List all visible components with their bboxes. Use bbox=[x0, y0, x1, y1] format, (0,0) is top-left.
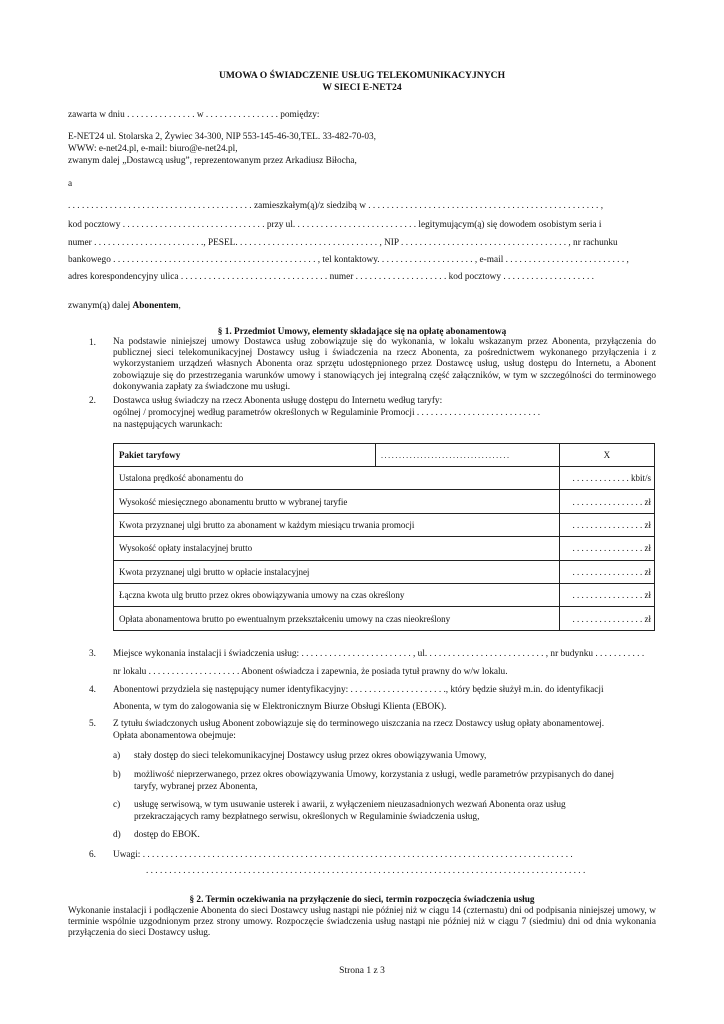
tariff-row-value: . . . . . . . . . . . . . . . . zł bbox=[559, 513, 654, 536]
item3-line2: nr lokalu . . . . . . . . . . . . . . . . . . . . Abonent oświadcza i zapewnia, że posiada tytuł prawny do w/w lokalu. bbox=[113, 667, 508, 677]
sub-b-letter: b) bbox=[113, 770, 121, 780]
sub-a-letter: a) bbox=[113, 751, 121, 761]
tariff-header-row bbox=[114, 444, 655, 467]
tariff-row-label: Wysokość miesięcznego abonamentu brutto w wybranej taryfie bbox=[114, 490, 560, 513]
subscriber-address-field: kod pocztowy . . . . . . . . . . . . . . . . . . . . . . . . . . . . . . . przy ul. . . . . . . . . . . . . . . . . . . . . . . . . . . legitymującym(ą) się dowodem osobistym seria i bbox=[68, 220, 602, 230]
named-prefix: zwanym(ą) dalej bbox=[68, 301, 133, 311]
contract-title-line2: W SIECI E-NET24 bbox=[322, 82, 402, 93]
section2-text: Wykonanie instalacji i podłączenie Abonenta do sieci Dostawcy usług nastąpi nie później niż w ciągu 14 (czternastu) dni od podpisania niniejszej umowy, w terminie wspólnie uzgodnionym przez strony umowy. Rozpoczęcie świadczenia usług nastąpi nie później niż w ciągu 7 (siedmiu) dni od dnia wykonania przyłączenia do sieci Dostawcy usług. bbox=[68, 906, 656, 939]
contract-title-line1: UMOWA O ŚWIADCZENIE USŁUG TELEKOMUNIKACYJNYCH bbox=[218, 70, 506, 81]
item1-text: Na podstawie niniejszej umowy Dostawca usług zobowiązuje się do wykonania, w lokalu wskazanym przez Abonenta, przyłączenia do publicznej sieci telekomunikacyjnej Dostawcy usług i świadczenia na rzecz Abonenta, za pośrednictwem wykonanego przyłączenia i z wykorzystaniem urządzeń własnych Abonenta oraz sprzętu udostępnionego przez Dostawcę usług, usług dostępu do Internetu, a Abonent zobowiązuje się do przestrzegania warunków umowy i stanowiących jej integralną część załączników, w tym w szczególności do terminowego dokonywania zapłaty za świadczone mu usługi. bbox=[113, 337, 656, 392]
item4-line2: Abonenta, w tym do zalogowania się w Elektronicznym Biurze Obsługi Klienta (EBOK). bbox=[113, 702, 447, 712]
item4-number: 4. bbox=[89, 685, 96, 695]
sub-b-line2: taryfy, wybranej przez Abonenta, bbox=[134, 782, 258, 792]
section2-heading: § 2. Termin oczekiwania na przyłączenie do sieci, termin rozpoczęcia świadczenia usług bbox=[189, 895, 535, 905]
item2-line3: na następujących warunkach: bbox=[113, 420, 223, 430]
remarks-line1: Uwagi: . . . . . . . . . . . . . . . . . . . . . . . . . . . . . . . . . . . . . . . . . . . . . . . . . . . . . . . . . . . . . . . . . . . . . . . . . . . . . . . . . . . . . . . . . . . . . bbox=[113, 850, 573, 860]
item5-line2: Opłata abonamentowa obejmuje: bbox=[113, 731, 236, 741]
item4-line1: Abonentowi przydziela się następujący numer identyfikacyjny: . . . . . . . . . . . . . . . . . . . . ., który będzie służył m.in. do identyfikacji bbox=[113, 685, 604, 695]
item2-line2: ogólnej / promocyjnej według parametrów określonych w Regulaminie Promocji . . . . . . . . . . . . . . . . . . . . . . . . . . . bbox=[113, 408, 541, 418]
tariff-row-label: Wysokość opłaty instalacyjnej brutto bbox=[114, 537, 560, 560]
provider-line3: zwanym dalej „Dostawcą usług”, reprezentowanym przez Arkadiusz Biłocha, bbox=[68, 156, 357, 166]
table-row bbox=[114, 513, 655, 536]
item3-number: 3. bbox=[89, 649, 96, 659]
provider-line1: E-NET24 ul. Stolarska 2, Żywiec 34-300, NIP 553-145-46-30,TEL. 33-482-70-03, bbox=[68, 132, 376, 142]
table-row bbox=[114, 467, 655, 490]
sub-c-line1: usługę serwisową, w tym usuwanie usterek i awarii, z wyłączeniem nieuzasadnionych wezwań Abonenta oraz usług bbox=[134, 800, 566, 810]
sub-b-line1: możliwość nieprzerwanego, przez okres obowiązywania Umowy, korzystania z usługi, wedle parametrów przypisanych do danej bbox=[134, 770, 615, 780]
table-row bbox=[114, 490, 655, 513]
tariff-row-value: . . . . . . . . . . . . . . . . zł bbox=[559, 490, 654, 513]
item1-number: 1. bbox=[89, 338, 96, 348]
item5-number: 5. bbox=[89, 719, 96, 729]
table-row bbox=[114, 583, 655, 606]
sub-c-letter: c) bbox=[113, 800, 121, 810]
table-row bbox=[114, 537, 655, 560]
sub-d-text: dostęp do EBOK. bbox=[134, 830, 200, 840]
subscriber-bank-field: bankowego . . . . . . . . . . . . . . . . . . . . . . . . . . . . . . . . . . . . . . . . . . . . , tel kontaktowy. . . . . . . . . . . . . . . . . . . . . , e-mail . . . . . . . . . . . . . . . . . . . . . . . . . . , bbox=[68, 255, 629, 265]
sub-a-text: stały dostęp do sieci telekomunikacyjnej Dostawcy usług przez okres obowiązywania Umowy, bbox=[134, 751, 487, 761]
item3-line1: Miejsce wykonania instalacji i świadczenia usług: . . . . . . . . . . . . . . . . . . . . . . . . , ul. . . . . . . . . . . . . . . . . . . . . . . . . . , nr budynku . . . . . . . . . . . bbox=[113, 649, 645, 659]
tariff-row-value: . . . . . . . . . . . . . kbit/s bbox=[559, 467, 654, 490]
tariff-row-value: . . . . . . . . . . . . . . . . zł bbox=[559, 560, 654, 583]
remarks-line2: . . . . . . . . . . . . . . . . . . . . . . . . . . . . . . . . . . . . . . . . . . . . . . . . . . . . . . . . . . . . . . . . . . . . . . . . . . . . . . . . . . . . . . . . . . . . . . . bbox=[146, 866, 586, 876]
section1-heading: § 1. Przedmiot Umowy, elementy składające się na opłatę abonamentową bbox=[217, 327, 507, 337]
tariff-table bbox=[113, 443, 655, 631]
item2-line1: Dostawca usług świadczy na rzecz Abonenta usługę dostępu do Internetu według taryfy: bbox=[113, 396, 443, 406]
provider-line2: WWW: e-net24.pl, e-mail: biuro@e-net24.pl, bbox=[68, 144, 238, 154]
tariff-row-label: Ustalona prędkość abonamentu do bbox=[114, 467, 560, 490]
concluded-line: zawarta w dniu . . . . . . . . . . . . . . . w . . . . . . . . . . . . . . . . pomiędzy: bbox=[68, 110, 320, 120]
tariff-row-value: . . . . . . . . . . . . . . . . zł bbox=[559, 583, 654, 606]
sub-c-line2: przekraczających ramy bezpłatnego serwisu, określonych w Regulaminie świadczenia usług, bbox=[134, 812, 480, 822]
tariff-row-label: Opłata abonamentowa brutto po ewentualnym przekształceniu umowy na czas nieokreślony bbox=[114, 607, 560, 630]
sub-d-letter: d) bbox=[113, 830, 121, 840]
tariff-row-value: . . . . . . . . . . . . . . . . zł bbox=[559, 607, 654, 630]
tariff-package-label: Pakiet taryfowy bbox=[114, 444, 376, 467]
page-number: Strona 1 z 3 bbox=[339, 966, 385, 976]
subscriber-correspondence-field: adres korespondencyjny ulica . . . . . . . . . . . . . . . . . . . . . . . . . . . . . . . . numer . . . . . . . . . . . . . . . . . . . . kod pocztowy . . . . . . . . . . . . . . . . . . . . bbox=[68, 272, 594, 282]
tariff-row-label: Kwota przyznanej ulgi brutto w opłacie instalacyjnej bbox=[114, 560, 560, 583]
subscriber-name-field: . . . . . . . . . . . . . . . . . . . . . . . . . . . . . . . . . . . . . . . . zamieszkałym(ą)/z siedzibą w . . . . . . . . . . . . . . . . . . . . . . . . . . . . . . . . . . . . . . . . . . . . . . . . . . , bbox=[68, 201, 604, 211]
item5-line1: Z tytułu świadczonych usług Abonent zobowiązuje się do terminowego uiszczania na rzecz Dostawcy usług opłaty abonamentowej. bbox=[113, 719, 605, 729]
tariff-row-label: Kwota przyznanej ulgi brutto za abonament w każdym miesiącu trwania promocji bbox=[114, 513, 560, 536]
table-row bbox=[114, 607, 655, 630]
and-word: a bbox=[68, 179, 73, 189]
item6-number: 6. bbox=[89, 850, 96, 860]
named-bold: Abonentem bbox=[132, 301, 179, 311]
tariff-x-mark: X bbox=[559, 444, 654, 467]
subscriber-named-line bbox=[68, 300, 181, 312]
item2-number: 2. bbox=[89, 396, 96, 406]
subscriber-id-field: numer . . . . . . . . . . . . . . . . . . . . . . . ., PESEL. . . . . . . . . . . . . . . . . . . . . . . . . . . . . . . , NIP . . . . . . . . . . . . . . . . . . . . . . . . . . . . . . . . . . . . , nr rachunku bbox=[68, 238, 618, 248]
tariff-package-value: . . . . . . . . . . . . . . . . . . . . . . . . . . . . . . . . . . . . bbox=[375, 444, 559, 467]
tariff-row-label: Łączna kwota ulg brutto przez okres obowiązywania umowy na czas określony bbox=[114, 583, 560, 606]
table-row bbox=[114, 560, 655, 583]
named-suffix: , bbox=[178, 301, 181, 311]
tariff-row-value: . . . . . . . . . . . . . . . . zł bbox=[559, 537, 654, 560]
